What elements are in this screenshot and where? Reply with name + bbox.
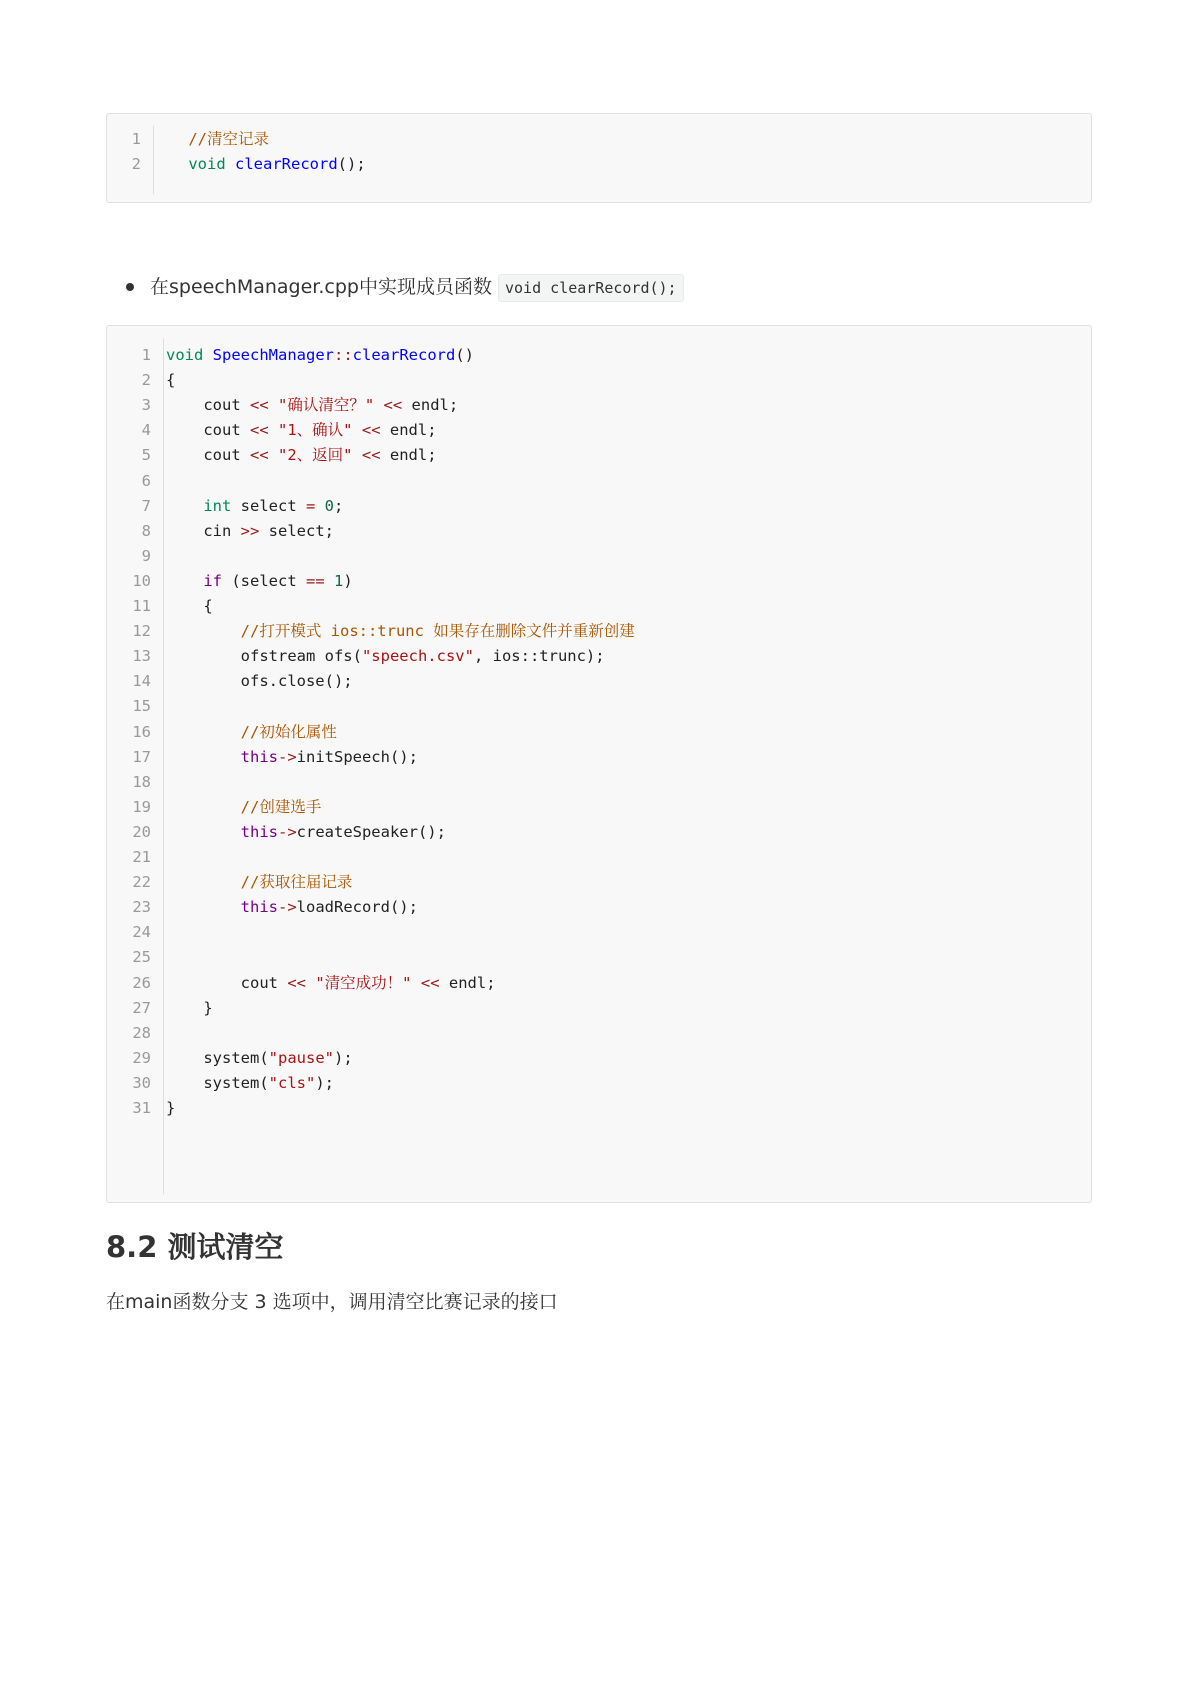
code-token: ofs.close();: [166, 672, 353, 691]
code-text: [166, 1070, 334, 1097]
line-number: 4: [141, 421, 151, 440]
code-token: ::: [334, 346, 353, 364]
code-token: }: [166, 1099, 176, 1117]
line-number: 19: [132, 797, 151, 816]
line-number: 2: [141, 371, 151, 390]
code-text: [166, 869, 352, 896]
code-token: (): [455, 346, 474, 364]
code-token: [412, 974, 421, 992]
code-text: [166, 1045, 353, 1072]
code-token: "清空成功！": [315, 973, 412, 992]
code-token: endl;: [380, 421, 437, 440]
line-number: 17: [132, 747, 151, 766]
code-token: [151, 155, 188, 173]
code-line: [107, 367, 1091, 394]
line-number: 11: [132, 597, 151, 615]
line-number: 7: [141, 496, 151, 515]
code-line: [107, 468, 1091, 495]
code-token: //打开模式 ios::trunc 如果存在删除文件并重新创建: [240, 622, 635, 641]
line-number: 25: [132, 948, 151, 967]
code-token: void: [188, 155, 226, 174]
code-token: createSpeaker();: [296, 822, 446, 841]
code-token: [306, 974, 315, 992]
line-number: 1: [141, 346, 151, 364]
code-token: if: [203, 571, 222, 590]
code-text: [166, 744, 418, 771]
code-token: "speech.csv": [361, 647, 474, 666]
code-line: [107, 693, 1091, 720]
bullet-text: 在speechManager.cpp中实现成员函数: [150, 276, 492, 298]
code-text: [166, 668, 353, 695]
code-text: [166, 518, 334, 545]
code-line: [107, 944, 1091, 971]
code-line: [107, 1070, 1091, 1097]
code-token: system(: [166, 1073, 269, 1092]
code-token: [325, 572, 334, 590]
code-line: [107, 518, 1091, 545]
code-line: [107, 417, 1091, 444]
code-token: cout: [166, 973, 288, 992]
code-token: =: [305, 496, 316, 515]
code-token: [269, 396, 278, 414]
body-paragraph: 在main函数分支 3 选项中，调用清空比赛记录的接口: [106, 1291, 558, 1313]
line-number: 31: [132, 1099, 151, 1117]
code-line: [107, 643, 1091, 670]
code-token: 1: [334, 571, 344, 590]
code-token: ;: [334, 496, 344, 515]
code-token: [353, 446, 362, 464]
code-token: ==: [306, 571, 325, 590]
code-token: system(: [166, 1048, 269, 1067]
code-token: [166, 823, 241, 841]
code-text: [166, 1095, 175, 1122]
code-token: this: [240, 822, 278, 841]
code-token: (select: [222, 571, 306, 590]
code-token: ();: [337, 155, 366, 174]
code-line: [107, 593, 1091, 620]
code-token: cin: [166, 521, 241, 540]
code-token: ->: [277, 822, 297, 841]
code-token: }: [166, 998, 213, 1017]
code-line: [107, 1095, 1091, 1122]
code-line: [107, 769, 1091, 796]
code-token: clearRecord: [235, 155, 338, 174]
code-line: [107, 568, 1091, 595]
code-token: "1、确认": [278, 421, 353, 440]
line-number: 21: [132, 848, 151, 866]
code-token: //创建选手: [240, 797, 322, 816]
code-block-declaration: [106, 113, 1092, 203]
code-token: //清空记录: [188, 130, 269, 148]
code-line: [107, 919, 1091, 946]
line-number: 18: [132, 772, 151, 791]
code-token: <<: [361, 446, 381, 465]
code-line: [107, 995, 1091, 1022]
code-token: >>: [240, 521, 260, 540]
code-text: [166, 970, 496, 997]
line-number: 9: [141, 546, 151, 565]
line-number: 13: [132, 647, 151, 666]
code-token: "pause": [268, 1048, 334, 1067]
line-number: 12: [132, 622, 151, 641]
bullet-dot: [126, 283, 134, 291]
code-token: [315, 497, 324, 515]
section-heading: 8.2 测试清空: [106, 1230, 284, 1264]
line-number: 5: [141, 446, 151, 465]
code-token: <<: [361, 421, 381, 440]
code-token: [166, 898, 241, 916]
code-token: SpeechManager: [212, 346, 334, 364]
code-token: <<: [420, 973, 440, 992]
code-text: [166, 367, 175, 394]
code-token: [166, 622, 241, 640]
code-token: ofstream ofs(: [166, 647, 362, 666]
code-token: endl;: [380, 446, 437, 465]
code-text: [166, 618, 635, 645]
inline-code: void clearRecord();: [498, 274, 684, 302]
code-token: [166, 723, 241, 741]
code-text: [166, 417, 437, 444]
code-token: );: [333, 1048, 353, 1067]
code-token: this: [240, 898, 278, 917]
code-token: select;: [259, 521, 334, 540]
code-line: [107, 668, 1091, 695]
line-number: 1: [131, 130, 141, 148]
code-line: [107, 493, 1091, 520]
code-token: [166, 497, 203, 515]
code-token: [166, 572, 203, 590]
line-number: 2: [131, 155, 141, 174]
code-token: ->: [277, 898, 297, 917]
code-line: [107, 618, 1091, 645]
line-number: 27: [132, 998, 151, 1017]
code-token: <<: [250, 421, 269, 440]
code-token: ->: [277, 747, 297, 766]
code-block-implementation: [106, 325, 1092, 1203]
code-text: [166, 643, 605, 670]
line-number: 30: [132, 1073, 151, 1092]
code-line: [107, 719, 1091, 746]
line-number: 24: [132, 923, 151, 942]
code-token: loadRecord();: [296, 898, 418, 917]
code-line: [107, 744, 1091, 771]
code-token: int: [203, 496, 232, 515]
code-token: );: [315, 1073, 334, 1092]
line-number: 29: [132, 1048, 151, 1067]
code-text: [166, 493, 343, 520]
code-text: [166, 819, 446, 846]
code-token: {: [166, 597, 213, 615]
code-line: [107, 844, 1091, 871]
code-token: <<: [250, 396, 269, 415]
code-token: <<: [250, 446, 269, 465]
line-number: 22: [132, 873, 151, 892]
code-text: [166, 894, 418, 921]
code-token: //初始化属性: [240, 722, 337, 741]
code-token: [166, 798, 241, 816]
code-text: [166, 392, 458, 419]
code-text: [166, 719, 337, 746]
code-line: [107, 894, 1091, 921]
code-token: cout: [166, 421, 250, 440]
code-text: [166, 342, 474, 369]
code-text: [166, 794, 321, 821]
code-token: , ios::trunc);: [473, 647, 605, 666]
code-token: {: [166, 371, 176, 390]
code-token: [269, 421, 278, 439]
code-token: <<: [287, 973, 306, 992]
line-number: 10: [132, 571, 151, 590]
code-token: "cls": [268, 1073, 316, 1092]
code-line: [107, 392, 1091, 419]
code-token: [203, 346, 212, 364]
code-text: [151, 151, 366, 178]
code-token: initSpeech();: [296, 747, 418, 766]
code-token: endl;: [439, 973, 496, 992]
line-number: 8: [141, 521, 151, 540]
line-number: 16: [132, 722, 151, 741]
code-line: [107, 970, 1091, 997]
code-token: <<: [383, 396, 403, 415]
code-token: clearRecord: [352, 346, 456, 364]
code-line: [107, 126, 1091, 153]
code-token: [269, 446, 278, 464]
line-number: 26: [132, 973, 151, 992]
line-number: 23: [132, 898, 151, 917]
line-number: 14: [132, 672, 151, 691]
line-number: 28: [132, 1023, 151, 1042]
code-text: [166, 442, 437, 469]
code-line: [107, 342, 1091, 369]
code-token: [166, 748, 241, 766]
code-token: [353, 421, 362, 439]
code-token: this: [240, 747, 278, 766]
line-number: 20: [132, 822, 151, 841]
code-token: "2、返回": [278, 446, 353, 465]
code-token: [151, 130, 188, 148]
code-text: [166, 593, 213, 620]
code-text: [166, 568, 353, 595]
code-line: [107, 543, 1091, 570]
code-text: [151, 126, 269, 153]
code-token: void: [166, 346, 204, 364]
line-number: 15: [132, 697, 151, 716]
code-token: //获取往届记录: [240, 873, 353, 892]
code-line: [107, 442, 1091, 469]
code-line: [107, 1045, 1091, 1072]
code-line: [107, 869, 1091, 896]
code-token: cout: [166, 396, 250, 415]
code-token: [374, 396, 383, 414]
code-token: cout: [166, 446, 250, 465]
code-line: [107, 1020, 1091, 1047]
code-line: [107, 819, 1091, 846]
code-line: [107, 794, 1091, 821]
code-line: [107, 151, 1091, 178]
line-number: 6: [141, 471, 151, 490]
code-text: [166, 995, 213, 1022]
code-token: [226, 155, 235, 173]
line-number: 3: [141, 396, 151, 415]
code-token: select: [231, 496, 306, 515]
code-token: ): [343, 571, 353, 590]
code-token: 0: [324, 496, 335, 515]
code-token: [166, 873, 241, 891]
code-token: endl;: [402, 396, 459, 415]
code-token: "确认清空？": [278, 396, 375, 415]
